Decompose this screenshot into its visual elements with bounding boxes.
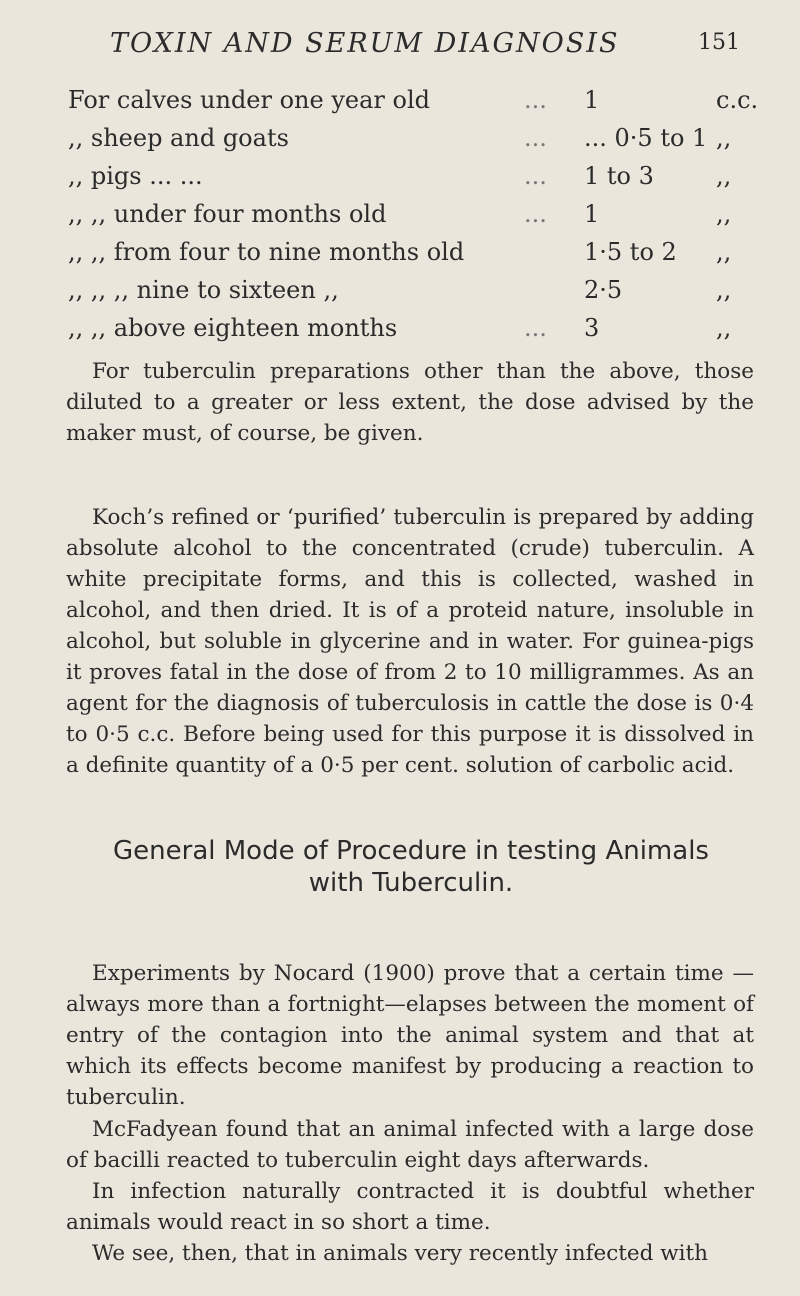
dose-row-unit: ,, bbox=[716, 124, 732, 152]
dose-row-value: 1 bbox=[584, 200, 600, 228]
dose-row-value: 1 bbox=[584, 86, 600, 114]
dose-row-value: 2·5 bbox=[584, 276, 623, 304]
paragraph-mcfadyean: McFadyean found that an animal infected with a large dose of bacilli reacted to tuberculin eight days afterwards. bbox=[66, 1117, 754, 1173]
paragraph-natural-infection: In infection naturally contracted it is doubtful whether animals would react in so short a time. bbox=[66, 1179, 754, 1235]
dose-row-unit: ,, bbox=[716, 314, 732, 342]
dose-row-value: ... 0·5 to 1 bbox=[584, 124, 708, 152]
dose-row-unit: ,, bbox=[716, 276, 732, 304]
page-number: 151 bbox=[698, 30, 740, 55]
paragraph-nocard: Experiments by Nocard (1900) prove that a certain time —always more than a fortnight—elapses between the moment of entry of the contagion into the animal system and that at which its effects become manifest by producing a reaction to tuberculin. bbox=[66, 961, 754, 1110]
dose-row bbox=[68, 162, 758, 200]
dose-row bbox=[68, 238, 758, 276]
dose-row-leader: ... bbox=[524, 314, 547, 342]
dose-row bbox=[68, 314, 758, 352]
dose-row bbox=[68, 124, 758, 162]
section-heading-line2: with Tuberculin. bbox=[308, 868, 514, 898]
paragraph-recent-infection: We see, then, that in animals very recently infected with bbox=[92, 1241, 709, 1266]
dose-row bbox=[68, 200, 758, 238]
dose-row-label: ,, ,, from four to nine months old bbox=[68, 238, 465, 266]
paragraph-koch-tuberculin: Koch’s refined or ‘purified’ tuberculin is prepared by adding absolute alcohol to the concentrated (crude) tuberculin. A white precipitate forms, and this is collected, washed in alcohol, and then dried. It is of a proteid nature, insoluble in alcohol, but soluble in glycerine and in water. For guinea-pigs it proves fatal in the dose of from 2 to 10 milligrammes. As an agent for the diagnosis of tuberculosis in cattle the dose is 0·4 to 0·5 c.c. Before being used for this purpose it is dissolved in a definite quantity of a 0·5 per cent. solution of carbolic acid. bbox=[66, 505, 754, 778]
dose-row-leader: ... bbox=[524, 86, 547, 114]
dose-row-label: ,, ,, ,, nine to sixteen ,, bbox=[68, 276, 339, 304]
dose-table bbox=[68, 86, 758, 352]
paragraph-tuberculin-preparations: For tuberculin preparations other than the above, those diluted to a greater or less extent, the dose advised by the maker must, of course, be given. bbox=[66, 359, 754, 446]
dose-row-label: ,, pigs ... ... bbox=[68, 162, 203, 190]
dose-row bbox=[68, 86, 758, 124]
dose-row-value: 1 to 3 bbox=[584, 162, 654, 190]
dose-row-label: For calves under one year old bbox=[68, 86, 431, 114]
dose-row-unit: ,, bbox=[716, 200, 732, 228]
dose-row-leader: ... bbox=[524, 162, 547, 190]
dose-row-label: ,, sheep and goats bbox=[68, 124, 289, 152]
dose-row-unit: ,, bbox=[716, 238, 732, 266]
running-title: TOXIN AND SERUM DIAGNOSIS bbox=[110, 28, 620, 59]
dose-row-value: 3 bbox=[584, 314, 600, 342]
dose-row-unit: c.c. bbox=[716, 86, 759, 114]
dose-row-unit: ,, bbox=[716, 162, 732, 190]
section-heading-line1: General Mode of Procedure in testing Animals bbox=[113, 836, 709, 866]
dose-row-label: ,, ,, under four months old bbox=[68, 200, 387, 228]
page-header bbox=[0, 28, 800, 68]
dose-row-value: 1·5 to 2 bbox=[584, 238, 677, 266]
dose-row-leader: ... bbox=[524, 124, 547, 152]
dose-row bbox=[68, 276, 758, 314]
dose-row-label: ,, ,, above eighteen months bbox=[68, 314, 398, 342]
dose-row-leader: ... bbox=[524, 200, 547, 228]
